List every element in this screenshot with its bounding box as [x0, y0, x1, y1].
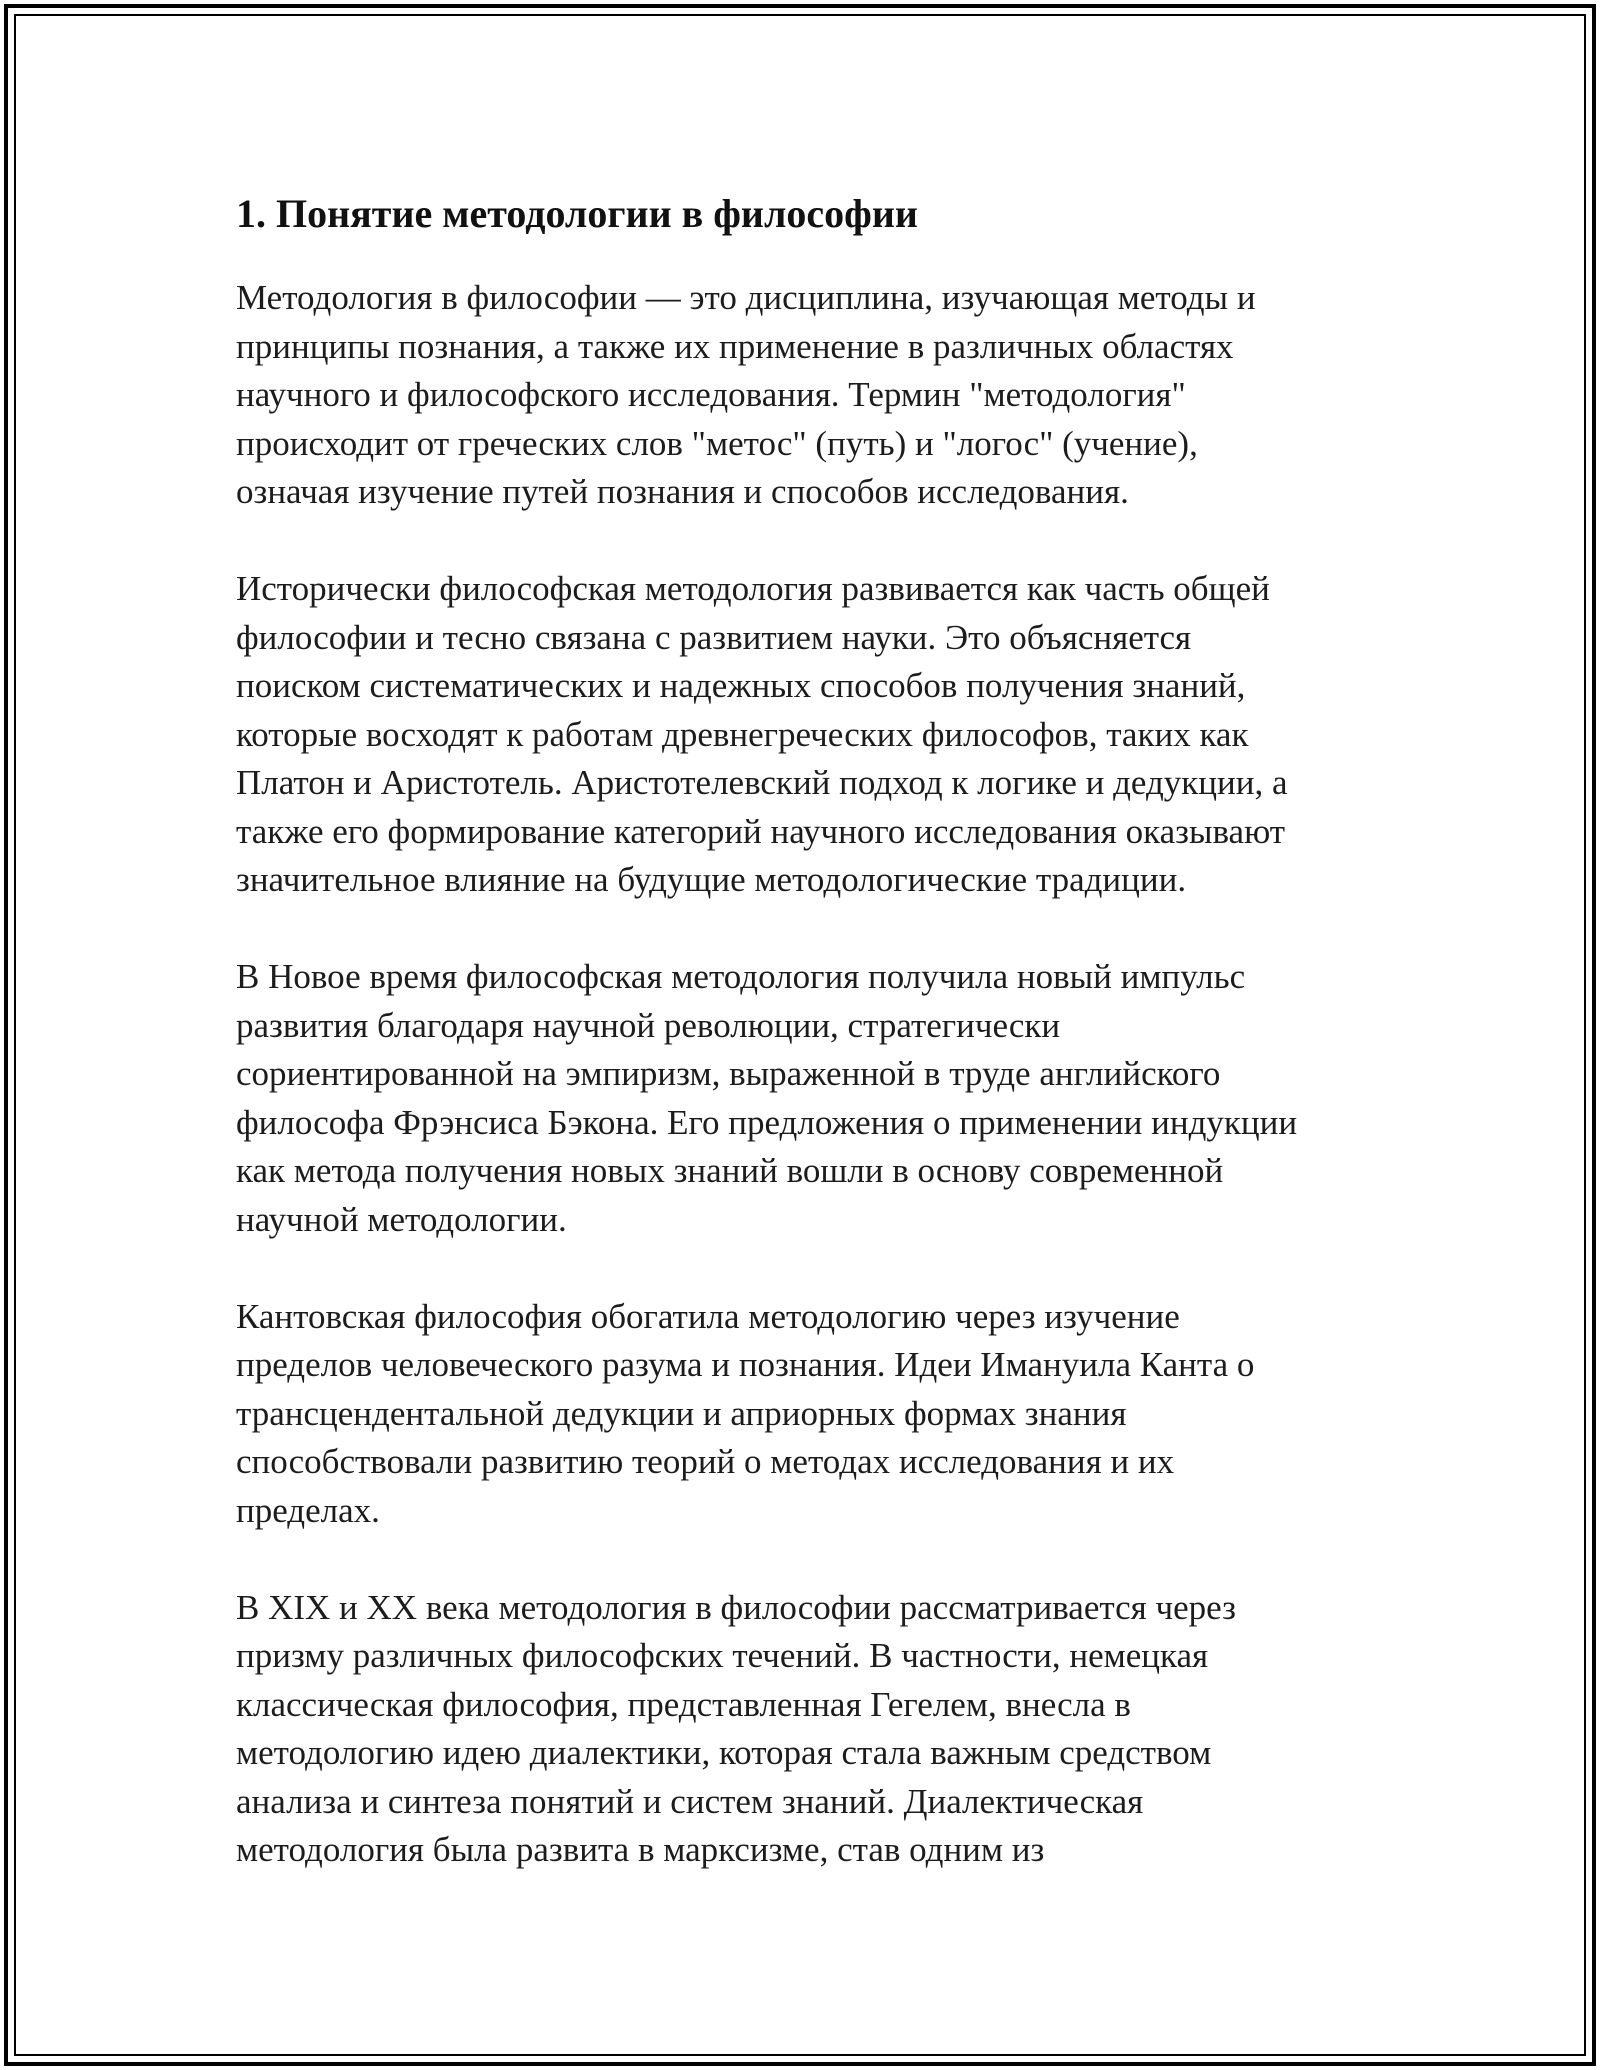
- text-line: развития благодаря научной революции, стратегически: [236, 1005, 1061, 1045]
- paragraph-3: [236, 953, 1376, 1244]
- text-line: как метода получения новых знаний вошли в основу современной: [236, 1151, 1224, 1190]
- text-line: В XIX и XX века методология в философии рассматривается через: [236, 1587, 1236, 1627]
- text-line: В Новое время философская методология получила новый импульс: [236, 957, 1246, 996]
- paragraph-1: [236, 274, 1376, 517]
- section-heading: 1. Понятие методологии в философии: [236, 191, 918, 236]
- text-line: научного и философского исследования. Термин "методология": [236, 375, 1186, 414]
- text-line: научной методологии.: [236, 1199, 567, 1239]
- text-line: Исторически философская методология развивается как часть общей: [236, 569, 1270, 608]
- paragraph-5: [236, 1584, 1376, 1875]
- text-line: методология была развита в марксизме, став одним из: [236, 1830, 1045, 1869]
- text-line: анализа и синтеза понятий и систем знаний. Диалектическая: [236, 1781, 1144, 1821]
- text-line: трансцендентальной дедукции и априорных формах знания: [236, 1393, 1127, 1433]
- text-line: Кантовская философия обогатила методологию через изучение: [236, 1296, 1180, 1336]
- text-line: которые восходят к работам древнегреческих философов, таких как: [236, 714, 1249, 754]
- document-body: [236, 182, 1376, 1923]
- text-line: призму различных философских течений. В частности, немецкая: [236, 1636, 1209, 1675]
- text-line: также его формирование категорий научного исследования оказывают: [236, 811, 1286, 851]
- text-line: Платон и Аристотель. Аристотелевский подход к логике и дедукции, а: [236, 763, 1288, 802]
- text-line: философа Фрэнсиса Бэкона. Его предложения о применении индукции: [236, 1102, 1298, 1142]
- text-line: Методология в философии — это дисциплина, изучающая методы и: [236, 278, 1256, 317]
- text-line: методологию идею диалектики, которая стала важным средством: [236, 1733, 1212, 1772]
- text-line: принципы познания, а также их применение в различных областях: [236, 326, 1234, 366]
- text-line: поиском систематических и надежных способов получения знаний,: [236, 666, 1246, 705]
- text-line: происходит от греческих слов "метос" (путь) и "логос" (учение),: [236, 423, 1198, 463]
- text-line: значительное влияние на будущие методологические традиции.: [236, 860, 1187, 899]
- text-line: философии и тесно связана с развитием науки. Это объясняется: [236, 617, 1192, 657]
- paragraph-2: [236, 565, 1376, 905]
- text-line: классическая философия, представленная Гегелем, внесла в: [236, 1684, 1131, 1724]
- text-line: означая изучение путей познания и способов исследования.: [236, 472, 1129, 511]
- text-line: пределах.: [236, 1490, 380, 1530]
- text-line: способствовали развитию теорий о методах исследования и их: [236, 1442, 1175, 1481]
- text-line: пределов человеческого разума и познания. Идеи Имануила Канта о: [236, 1345, 1255, 1384]
- paragraph-4: [236, 1293, 1376, 1536]
- text-line: сориентированной на эмпиризм, выраженной в труде английского: [236, 1054, 1221, 1093]
